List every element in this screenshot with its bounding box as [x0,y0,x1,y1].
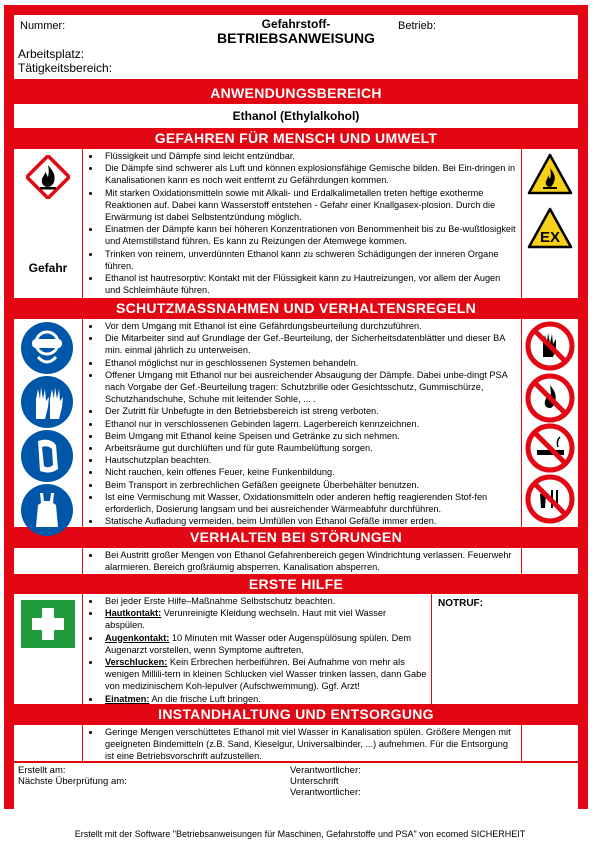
substance-name: Ethanol (Ethylalkohol) [14,104,578,128]
list-item: • Der Zutritt für Unbefugte in den Betriebsbereich ist streng verboten. [101,405,517,417]
list-item: • Offener Umgang mit Ethanol nur bei ausreichender Absaugung der Dämpfe. Dabei unbe-dingt PSA nach Vorgabe der Gef.-Beurteilung tragen: Schutzbrille oder Gesichtsschutz, Gummischürze, Schutzhandschuhe, Schuhe mit leitender Sohle, ... . [101,369,517,406]
list-item: • Ist eine Vermischung mit Wasser, Oxidationsmitteln oder anderen heftig reagierenden Stof-fen erforderlich, Dosierung langsam und bei ausreichender Wärmeabfuhr durchführen. [101,491,517,515]
betrieb-label: Betrieb: [398,20,436,32]
erstellt-label: Erstellt am: [18,765,66,776]
item-label: Augenkontakt: [105,632,170,643]
list-item: • Einatmen der Dämpfe kann bei höheren Konzentrationen von Benommenheit bis zu Be-wußtlosigkeit und Atemstillstand führen. Es kann zu Reizungen der Atemwege kommen. [101,223,517,247]
list-item: • Hautschutzplan beachten. [101,454,517,466]
section-heading-schutz: SCHUTZMASSNAHMEN UND VERHALTENSREGELN [14,298,578,319]
list-item: • Arbeitsräume gut durchlüften und für gute Raumbelüftung sorgen. [101,442,517,454]
apron-icon [20,483,74,542]
item-text: Kein Erbrechen herbeiführen. Bei Aufnahme von mehr als wenigen Millili-tern in kleinen Schlucken viel Wasser trinken lassen, dann Gabe von medizinischem Koh-lepulver (Aufschwemmung). Ggf. Arzt! [105,657,427,692]
list-item: • Ethanol möglichst nur in geschlossenen Systemen behandeln. [101,357,517,369]
item-label: Verschlucken: [105,657,168,668]
entsorgung-list [87,726,517,763]
section-gefahren [14,149,578,298]
list-item: • Mit starken Oxidationsmitteln sowie mit Alkali- und Erdalkalimetallen treten heftige exotherme Reaktionen auf. Dabei kann Wasserstoff entstehen - Gefahr einer Knallgasex-plosion. Durch die Erwärmung ist dabei Selbstentzündung möglich. [101,187,517,224]
section-schutz [14,319,578,527]
signal-word: Gefahr [28,261,68,275]
section-erste-hilfe [14,594,578,704]
title-line1: Gefahrstoff- [261,17,331,31]
item-label: Einatmen: [105,693,150,704]
no-open-flame-icon [525,373,575,428]
section-entsorgung [14,725,578,761]
arbeitsplatz-label: Arbeitsplatz: [18,47,85,61]
list-item: • Beim Transport in zerbrechlichen Gefäßen geeignete Überbehälter benutzen. [101,479,517,491]
first-aid-icon [21,600,75,653]
list-item [101,632,427,656]
item-label: Hautkontakt: [105,608,162,619]
list-item: • Vor dem Umgang mit Ethanol ist eine Gefährdungsbeurteilung durchzuführen. [101,320,517,332]
no-entry-unauthorized-icon [525,321,575,376]
document-content [14,15,578,809]
software-credit: Erstellt mit der Software "Betriebsanweisungen für Maschinen, Gefahrstoffe und PSA" von ecomed SICHERHEIT [74,829,526,839]
face-shield-icon [20,429,74,488]
taetigkeit-label: Tätigkeitsbereich: [18,61,113,75]
pruefung-label: Nächste Überprüfung am: [18,776,127,787]
list-item: • Beim Umgang mit Ethanol keine Speisen und Getränke zu sich nehmen. [101,430,517,442]
svg-text:EX: EX [539,229,561,246]
section-heading-stoerungen: VERHALTEN BEI STÖRUNGEN [14,527,578,548]
section-heading-entsorgung: INSTANDHALTUNG UND ENTSORGUNG [14,704,578,725]
list-item: • Trinken von reinem, unverdünnten Ethanol kann zu schweren Schädigungen der inneren Organe führen. [101,248,517,272]
gefahren-list [87,150,517,296]
list-item: • Ethanol nur in verschlossenen Gebinden lagern. Lagerbereich kennzeichnen. [101,418,517,430]
list-item: • Bei jeder Erste Hilfe–Maßnahme Selbstschutz beachten. [101,595,427,607]
list-item [101,656,427,693]
flammable-warning-icon [527,153,573,200]
section-heading-erste-hilfe: ERSTE HILFE [14,574,578,594]
item-text: Verunreinigte Kleidung wechseln. Haut mit viel Wasser abspülen. [105,608,387,631]
item-text: An die frische Luft bringen. [149,693,261,704]
list-item: • Nicht rauchen, kein offenes Feuer, keine Funkenbildung. [101,466,517,478]
document-frame [4,5,588,809]
gloves-icon [20,375,74,434]
section-stoerungen [14,548,578,574]
no-smoking-icon [525,423,575,478]
list-item: • Bei Austritt großer Mengen von Ethanol Gefahrenbereich gegen Windrichtung verlassen. Feuerwehr alarmieren. Bereich großräumig absperren. Kanalisation absperren. [101,549,517,573]
no-food-drink-icon [525,474,575,529]
header [14,15,578,79]
unterschrift-label: Unterschrift [290,776,339,787]
list-item: • Geringe Mengen verschüttetes Ethanol mit viel Wasser in Kanalisation spülen. Größere Mengen mit geeigneten Bindemitteln (z.B. Sand, Kieselgur, Universalbinder, ...) aufnehmen. Für die Entsorgung ist eine Betriebsvorschrift aufzustellen. [101,726,517,763]
notruf-label: NOTRUF: [438,598,483,609]
list-item: • Statische Aufladung vermeiden, beim Umfüllen von Ethanol Gefäße immer erden. [101,515,517,527]
list-item [101,607,427,631]
stoerungen-list [87,549,517,573]
list-item [101,693,427,705]
explosive-atmosphere-icon [527,207,573,254]
flame-hazard-icon [26,155,70,204]
list-item: • Die Mitarbeiter sind auf Grundlage der Gef.-Beurteilung, der Sicherheitsdatenblätter und dieser BA min. einmal jährlich zu unterweisen. [101,332,517,356]
verantwortlicher-label: Verantwortlicher: [290,765,361,776]
eye-protection-icon [20,321,74,380]
nummer-label: Nummer: [20,20,66,32]
page-title: BETRIEBSANWEISUNG [217,30,375,46]
section-heading-anwendung: ANWENDUNGSBEREICH [14,82,578,104]
list-item: • Ethanol ist hautresorptiv: Kontakt mit der Flüssigkeit kann zu Hautreizungen, vor allem der Augen und Schleimhäute führen. [101,272,517,296]
item-text: 10 Minuten mit Wasser oder Augenspülösung spülen. Dem Augenarzt vorstellen, wenn Symptome auftreten. [105,632,412,655]
signature-block [14,763,578,809]
verantwortlicher-label-2: Verantwortlicher: [290,787,361,798]
erste-hilfe-list [87,595,427,705]
section-heading-gefahren: GEFAHREN FÜR MENSCH UND UMWELT [14,128,578,149]
schutz-list [87,320,517,527]
list-item: • Die Dämpfe sind schwerer als Luft und können explosionsfähige Gemische bilden. Bei Ein-dringen in Kanalisationen kann es noch weit entfernt zu Gefährdungen kommen. [101,162,517,186]
list-item: • Flüssigkeit und Dämpfe sind leicht entzündbar. [101,150,517,162]
